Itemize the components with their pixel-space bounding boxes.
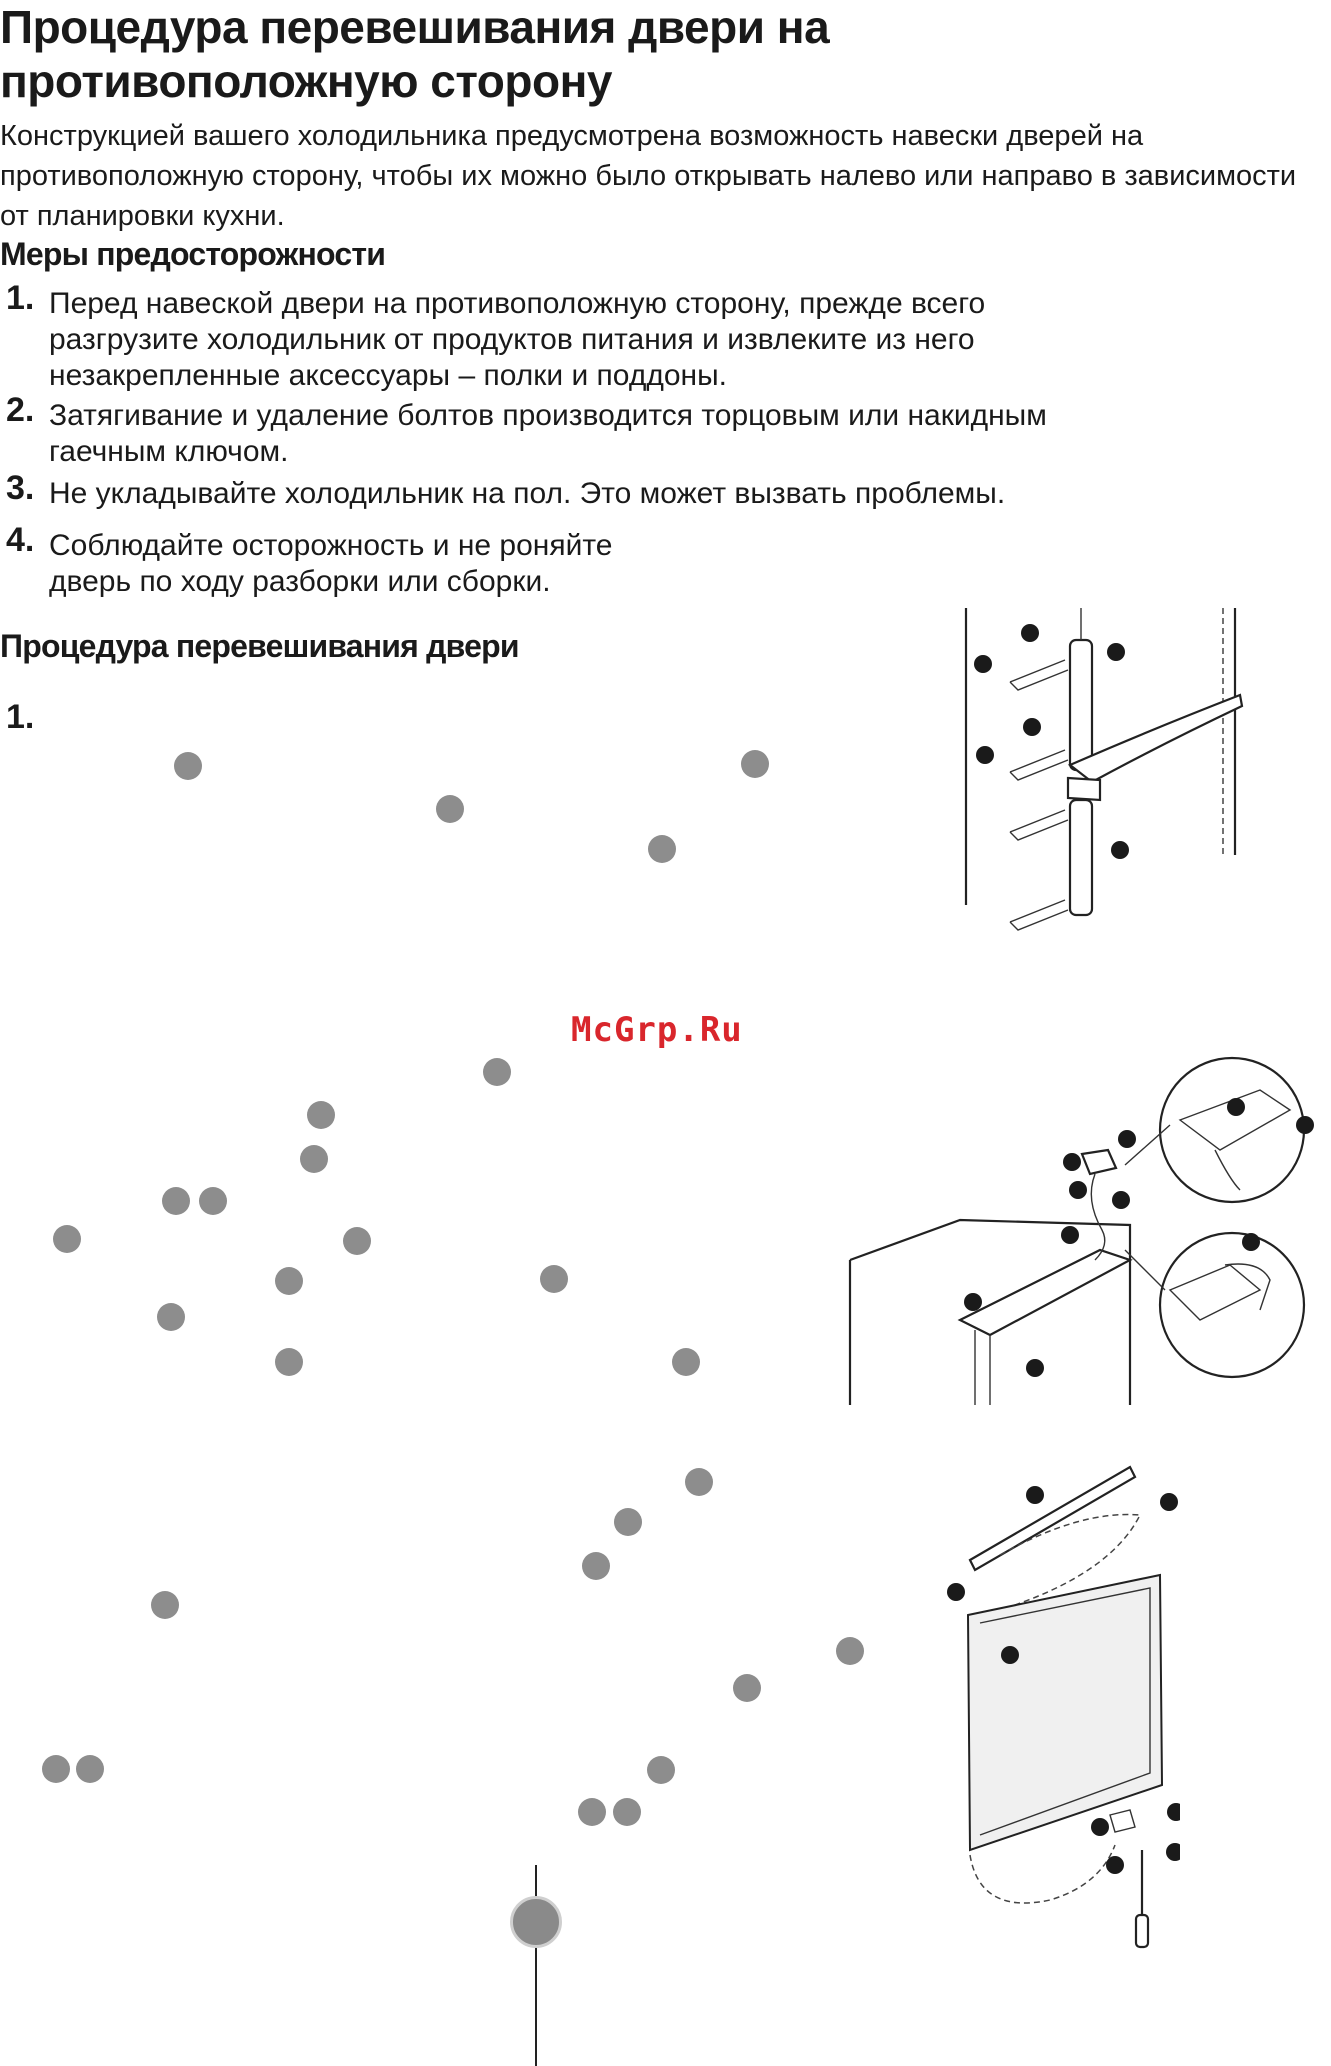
- screw-outline-1: [1010, 660, 1068, 690]
- callout-dot: [1227, 1098, 1245, 1116]
- placeholder-dot: [174, 752, 202, 780]
- placeholder-dot: [647, 1756, 675, 1784]
- placeholder-dot: [76, 1755, 104, 1783]
- placeholder-dot: [300, 1145, 328, 1173]
- placeholder-dot: [275, 1348, 303, 1376]
- callout-dot: [1118, 1130, 1136, 1148]
- placeholder-dot: [733, 1674, 761, 1702]
- item-number: 2.: [6, 391, 35, 429]
- item-line: гаечным ключом.: [49, 435, 289, 468]
- placeholder-dot: [836, 1637, 864, 1665]
- placeholder-dot: [343, 1227, 371, 1255]
- wire-line: [1091, 1174, 1104, 1260]
- page-title: [0, 0, 829, 108]
- callout-dot: [1001, 1646, 1019, 1664]
- item-number: 4.: [6, 521, 35, 559]
- item-text: [49, 286, 985, 394]
- screw-outline-2: [1010, 750, 1068, 780]
- placeholder-dot: [672, 1348, 700, 1376]
- middle-hinge-bar: [1070, 695, 1242, 782]
- callout-dot: [1112, 1191, 1130, 1209]
- placeholder-dot: [648, 835, 676, 863]
- item-line: Перед навеской двери на противоположную сторону, прежде всего: [49, 287, 986, 320]
- item-text: [49, 528, 612, 600]
- callout-dot: [1061, 1226, 1079, 1244]
- placeholder-dot: [275, 1267, 303, 1295]
- lower-removal-arrow: [970, 1845, 1115, 1903]
- screw-outline-4: [1010, 900, 1068, 930]
- placeholder-dot: [151, 1591, 179, 1619]
- hinge-plate: [1068, 778, 1100, 800]
- placeholder-dot: [741, 750, 769, 778]
- callout-dot: [964, 1293, 982, 1311]
- callout-dot: [1107, 643, 1125, 661]
- callout-dot: [1023, 718, 1041, 736]
- item-line: Соблюдайте осторожность и не роняйте: [49, 529, 613, 562]
- precaution-item-1: [0, 279, 1180, 396]
- placeholder-dot: [483, 1058, 511, 1086]
- top-hinge-cover: [970, 1467, 1135, 1570]
- placeholder-dot: [578, 1798, 606, 1826]
- item-line: Не укладывайте холодильник на пол. Это может вызвать проблемы.: [49, 477, 1006, 510]
- item-text: [49, 476, 1005, 512]
- hinge-bracket: [1082, 1150, 1116, 1174]
- procedure-heading: Процедура перевешивания двери: [0, 628, 519, 664]
- item-line: Затягивание и удаление болтов производится торцовым или накидным: [49, 399, 1047, 432]
- detail-circle-lower: [1160, 1233, 1304, 1377]
- door-top-edge: [960, 1250, 1130, 1335]
- page-title-line-2: противоположную сторону: [0, 55, 612, 107]
- item-line: незакрепленные аксессуары – полки и поддоны.: [49, 359, 727, 392]
- precaution-item-4: [0, 521, 1180, 604]
- callout-dot: [1021, 624, 1039, 642]
- upper-door-pillar: [1070, 640, 1092, 770]
- callout-dot: [1296, 1116, 1314, 1134]
- callout-dot: [974, 655, 992, 673]
- item-line: дверь по ходу разборки или сборки.: [49, 565, 551, 598]
- watermark: McGrp.Ru: [571, 1010, 743, 1050]
- screwdriver-handle: [1136, 1915, 1148, 1947]
- lower-door-pillar: [1070, 800, 1092, 915]
- callout-dot: [1091, 1818, 1109, 1836]
- placeholder-dot: [685, 1468, 713, 1496]
- placeholder-dot: [436, 795, 464, 823]
- placeholder-dot: [42, 1755, 70, 1783]
- lower-hinge-part: [1110, 1810, 1135, 1832]
- precaution-item-2: [0, 391, 1180, 474]
- callout-dot: [1106, 1856, 1124, 1874]
- precautions-heading: Меры предосторожности: [0, 236, 386, 272]
- callout-dot: [947, 1583, 965, 1601]
- intro-paragraph: Конструкцией вашего холодильника предусмотрена возможность навески дверей на противоположную сторону, чтобы их можно было открывать налево или направо в зависимости от планировки кухни.: [0, 120, 1297, 232]
- callout-dot: [1242, 1233, 1260, 1251]
- callout-dot: [1026, 1359, 1044, 1377]
- callout-dot: [1167, 1803, 1180, 1821]
- placeholder-dot: [307, 1101, 335, 1129]
- page-title-line-1: Процедура перевешивания двери на: [0, 1, 830, 53]
- page-number-dot: [510, 1896, 562, 1948]
- placeholder-dot: [162, 1187, 190, 1215]
- door-panel: [968, 1575, 1162, 1850]
- screw-outline-3: [1010, 810, 1068, 840]
- item-number: 1.: [6, 279, 35, 317]
- callout-dot: [1063, 1153, 1081, 1171]
- placeholder-dot: [613, 1798, 641, 1826]
- callout-dot: [1026, 1486, 1044, 1504]
- placeholder-dot: [540, 1265, 568, 1293]
- placeholder-dot: [199, 1187, 227, 1215]
- door-removal-illustration: [940, 1455, 1180, 1955]
- callout-dot: [1166, 1843, 1180, 1861]
- top-cover-connector-illustration: [840, 1050, 1330, 1410]
- callout-dot: [1160, 1493, 1178, 1511]
- placeholder-dot: [614, 1508, 642, 1536]
- placeholder-dot: [582, 1552, 610, 1580]
- placeholder-dot: [157, 1303, 185, 1331]
- item-line: разгрузите холодильник от продуктов питания и извлеките из него: [49, 323, 975, 356]
- item-text: [49, 398, 1047, 470]
- callout-dot: [976, 746, 994, 764]
- precaution-item-3: [0, 469, 1180, 516]
- placeholder-dot: [53, 1225, 81, 1253]
- callout-dot: [1069, 1181, 1087, 1199]
- callout-dot: [1111, 841, 1129, 859]
- item-number: 3.: [6, 469, 35, 507]
- hinge-assembly-illustration: [950, 600, 1250, 950]
- procedure-step-number: 1.: [6, 698, 35, 736]
